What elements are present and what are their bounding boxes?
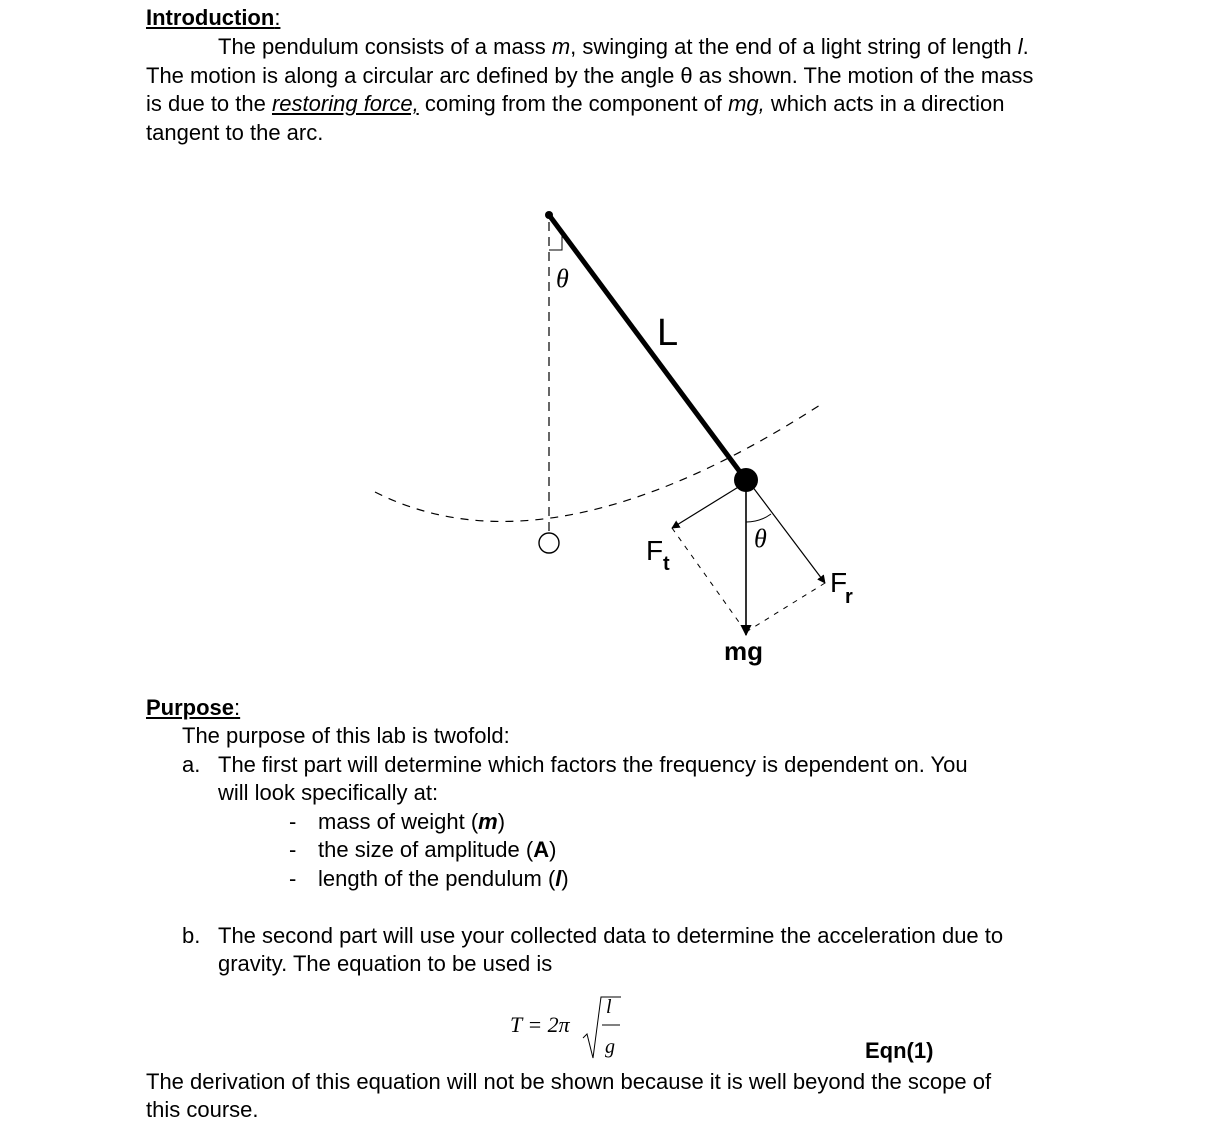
item-a-line-1: The first part will determine which factors the frequency is dependent on. You [218,752,968,777]
fr-subscript: r [845,586,853,608]
equation-label: Eqn(1) [865,1038,934,1063]
item-a-line-2: will look specifically at: [218,780,439,805]
bullet-text: the size of amplitude ( [318,837,534,862]
fr-label: F [830,567,848,598]
bullet-symbol: A [533,837,550,862]
bullet-dash: - [289,809,297,834]
bullet-end: ) [549,837,557,862]
bullet-text: length of the pendulum ( [318,866,556,891]
purpose-intro: The purpose of this lab is twofold: [182,723,510,748]
bullet-symbol: l [555,866,562,891]
angle-marker-top [549,236,562,250]
item-a-marker: a. [182,752,201,777]
pendulum-diagram [360,195,880,675]
pivot-point [545,211,553,219]
introduction-paragraph [146,33,1046,147]
closing-line-2: this course. [146,1097,259,1122]
ft-label: F [646,535,664,566]
pendulum-string [549,215,746,480]
equation-denominator: g [605,1036,615,1058]
bullet-text: mass of weight ( [318,809,479,834]
item-b-marker: b. [182,923,201,948]
mg-label: mg [724,636,763,666]
intro-text-2: , swinging at the end of a light string of length [570,34,1018,59]
bullet-dash: - [289,837,297,862]
bullet-item-mass [318,808,505,837]
intro-text-4: coming from the component of [418,91,729,117]
bullet-end: ) [561,866,569,891]
length-label: L [657,312,679,354]
purpose-heading-text: Purpose [146,695,235,720]
square-root-symbol [582,994,622,1066]
closing-line-1: The derivation of this equation will not be shown because it is well beyond the scope of [146,1069,992,1094]
theta-bottom-label: θ [754,524,767,553]
intro-mg-symbol: mg, [728,91,765,117]
fr-construction-line [746,583,825,632]
introduction-heading-colon: : [274,5,281,30]
item-b-line-1: The second part will use your collected data to determine the acceleration due to [218,923,1004,948]
intro-text-5: which acts in a direction tangent to the arc. [146,91,1005,145]
theta-top-label: θ [556,264,569,293]
intro-text-3: . The motion is along a circular arc defined by the angle θ as shown. The motion of the mass is due to the [146,34,1034,117]
intro-text-1: The pendulum consists of a mass [218,34,552,59]
purpose-heading [146,694,240,723]
bullet-item-length [318,865,569,894]
ft-construction-line [672,528,746,632]
arc-of-motion [375,405,820,521]
equation-lhs: T = 2π [510,1012,570,1037]
bullet-dash: - [289,866,297,891]
equilibrium-bob [539,533,559,553]
ft-subscript: t [663,553,670,575]
intro-mass-symbol: m [551,34,571,59]
bullet-end: ) [497,809,506,834]
bullet-item-amplitude [318,836,556,865]
item-b-line-2: gravity. The equation to be used is [218,951,553,976]
ft-vector [672,486,740,528]
restoring-force-link[interactable]: restoring force, [271,91,419,117]
equation-numerator: l [606,996,612,1018]
introduction-heading [146,4,280,33]
angle-arc-bottom [746,514,771,522]
intro-length-symbol: l [1017,34,1023,59]
purpose-heading-colon: : [234,695,241,720]
bullet-symbol: m [478,809,498,834]
introduction-heading-text: Introduction [146,5,275,30]
